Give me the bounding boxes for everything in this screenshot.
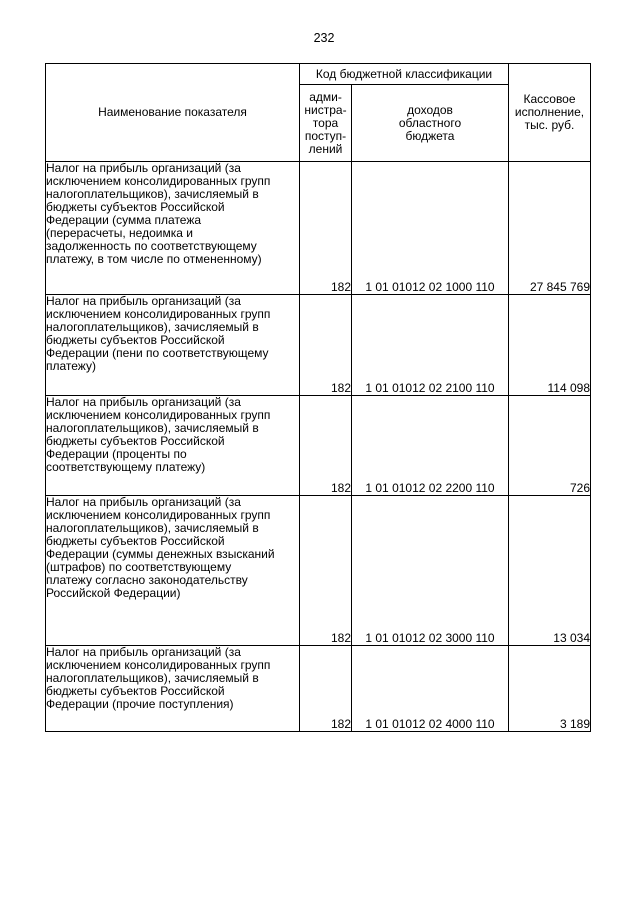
row-budget-code: 1 01 01012 02 2200 110 (352, 396, 509, 496)
table-row (46, 162, 591, 295)
row-cash-amount: 114 098 (509, 295, 591, 396)
row-cash-amount: 13 034 (509, 496, 591, 646)
table-row (46, 646, 591, 732)
table-row (46, 396, 591, 496)
header-regional-income-label: доходов областного бюджета (398, 102, 462, 143)
row-indicator-name: Налог на прибыль организаций (за исключением консолидированных групп налогоплательщиков), зачисляемый в бюджеты субъектов Российской Федерации (прочие поступления) (46, 646, 300, 732)
row-budget-code: 1 01 01012 02 1000 110 (352, 162, 509, 295)
row-cash-amount: 3 189 (509, 646, 591, 732)
row-indicator-name: Налог на прибыль организаций (за исключением консолидированных групп налогоплательщиков), зачисляемый в бюджеты субъектов Российской Федерации (сумма платежа (перерасчеты, недоимка и задолженность по соответствующему платежу, в том числе по отмененному) (46, 162, 300, 295)
row-indicator-name: Налог на прибыль организаций (за исключением консолидированных групп налогоплательщиков), зачисляемый в бюджеты субъектов Российской Федерации (проценты по соответствующему платежу) (46, 396, 300, 496)
row-indicator-name: Налог на прибыль организаций (за исключением консолидированных групп налогоплательщиков), зачисляемый в бюджеты субъектов Российской Федерации (пени по соответствующему платежу) (46, 295, 300, 396)
row-budget-code: 1 01 01012 02 2100 110 (352, 295, 509, 396)
row-budget-code: 1 01 01012 02 3000 110 (352, 496, 509, 646)
row-administrator-code: 182 (300, 162, 352, 295)
table-row (46, 496, 591, 646)
header-administrator (300, 85, 352, 162)
table-row (46, 295, 591, 396)
header-administrator-label: адми- нистра- тора поступ- лений (304, 89, 347, 156)
row-cash-amount: 726 (509, 396, 591, 496)
row-cash-amount: 27 845 769 (509, 162, 591, 295)
header-cash-execution-label: Кассовое исполнение, тыс. руб. (514, 92, 585, 132)
row-indicator-name: Налог на прибыль организаций (за исключением консолидированных групп налогоплательщиков), зачисляемый в бюджеты субъектов Российской Федерации (суммы денежных взысканий (штрафов) по соответствующему платежу согласно законодательству Российской Федерации) (46, 496, 300, 646)
row-administrator-code: 182 (300, 396, 352, 496)
header-indicator-name: Наименование показателя (46, 64, 300, 162)
header-cash-execution (509, 64, 591, 162)
row-administrator-code: 182 (300, 646, 352, 732)
row-administrator-code: 182 (300, 496, 352, 646)
page-number: 232 (313, 31, 335, 45)
header-regional-income (352, 85, 509, 162)
row-administrator-code: 182 (300, 295, 352, 396)
budget-table (45, 63, 591, 732)
row-budget-code: 1 01 01012 02 4000 110 (352, 646, 509, 732)
header-budget-classification-code: Код бюджетной классификации (300, 64, 509, 85)
